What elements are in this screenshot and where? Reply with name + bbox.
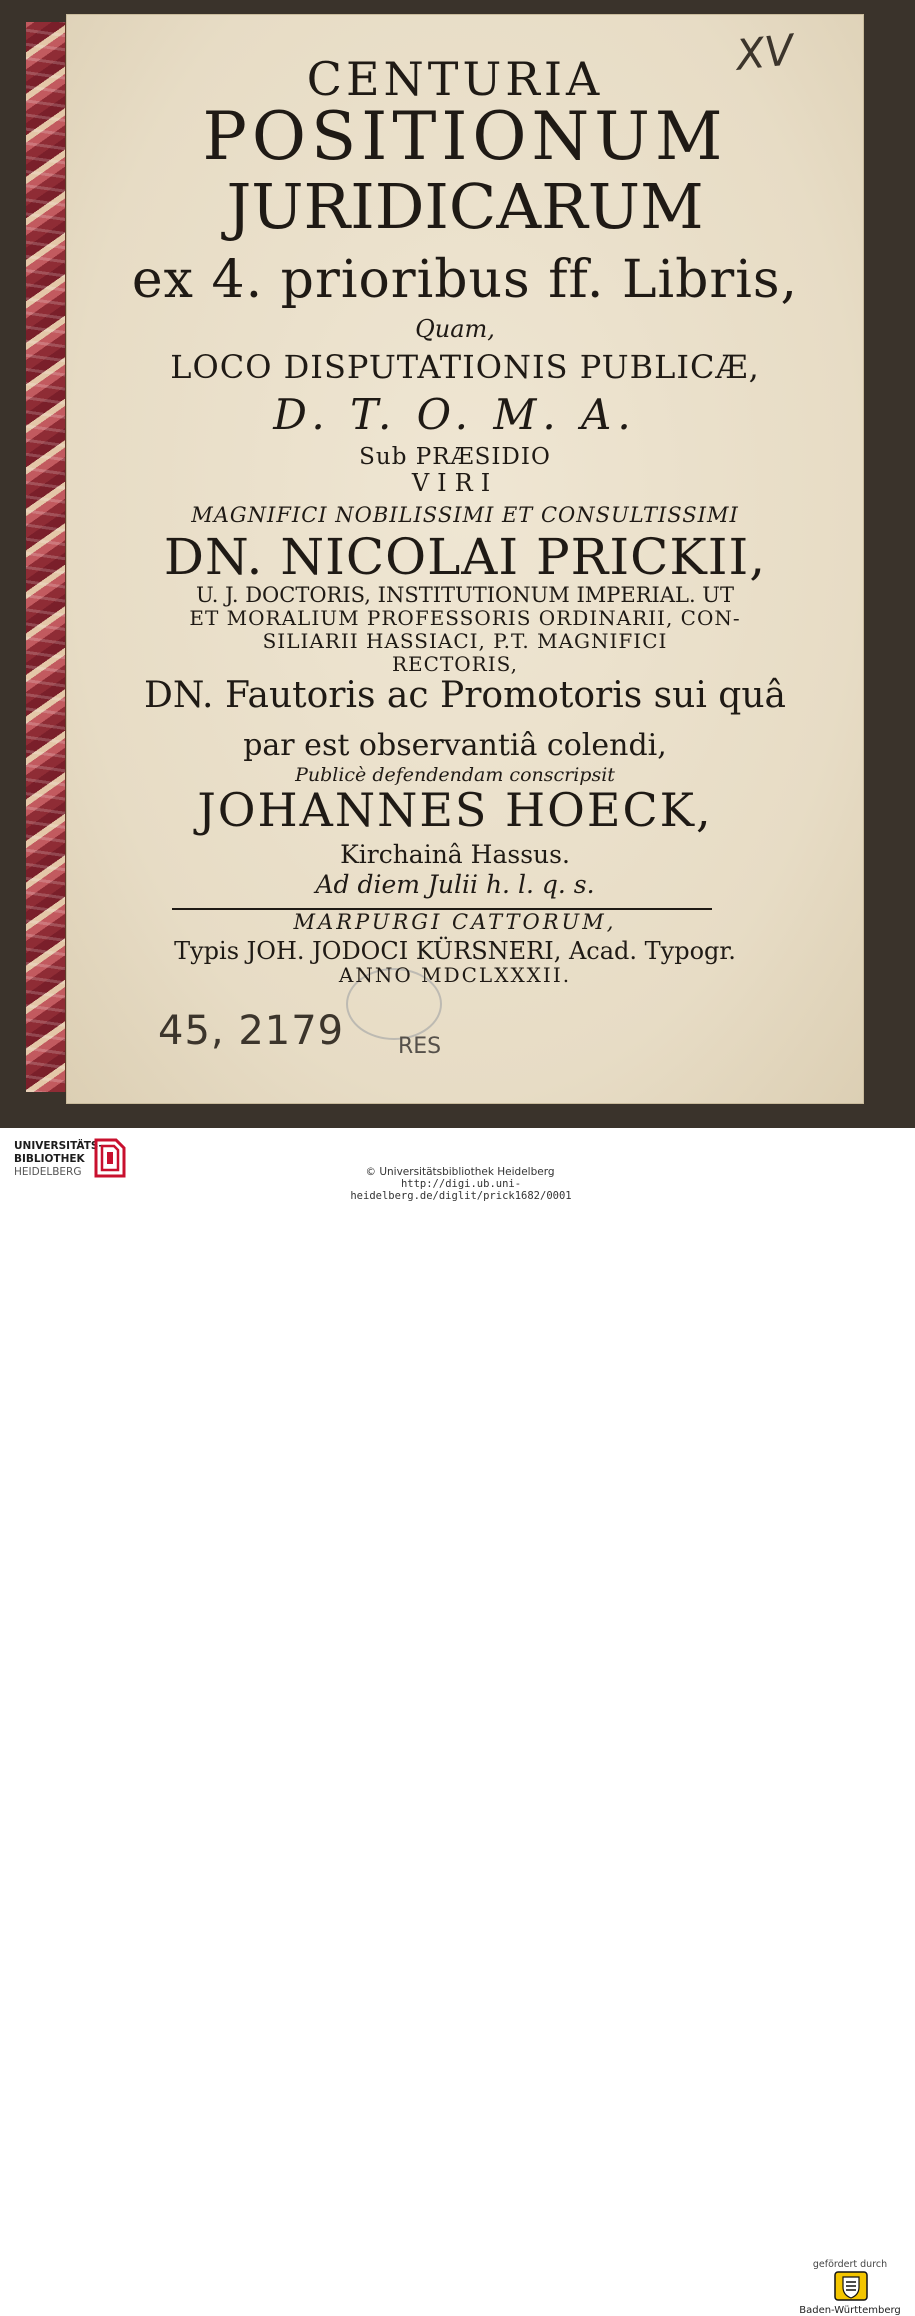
- sponsor-label: gefördert durch: [812, 2259, 888, 2270]
- text-imprint-year: ANNO MDCLXXXII.: [338, 963, 572, 987]
- handwritten-call-number: 45, 2179: [158, 1008, 345, 1054]
- title-line-ex-libris: ex 4. prioribus ff. Libris,: [131, 250, 799, 310]
- text-publice: Publicè defendendam conscripsit: [295, 764, 615, 786]
- handwritten-mark-top-right: XV: [733, 25, 796, 80]
- text-titles-4: RECTORIS,: [391, 652, 518, 676]
- text-date: Ad diem Julii h. l. q. s.: [315, 870, 595, 899]
- title-line-centuria: CENTURIA: [306, 52, 604, 106]
- title-line-positionum: POSITIONUM: [202, 98, 728, 175]
- library-name-line1: UNIVERSITÄTS-: [14, 1140, 103, 1152]
- library-logo-icon[interactable]: [94, 1136, 126, 1180]
- text-titles-1: U. J. DOCTORIS, INSTITUTIONUM IMPERIAL. UT: [195, 583, 735, 607]
- text-praeses-name: DN. NICOLAI PRICKII,: [163, 528, 767, 586]
- text-fautoris: DN. Fautoris ac Promotoris sui quâ: [144, 675, 786, 716]
- text-imprint-printer: Typis JOH. JODOCI KÜRSNERI, Acad. Typogr.: [174, 937, 736, 965]
- library-name-line2: BIBLIOTHEK: [14, 1153, 85, 1165]
- text-sub-praesidio: Sub PRÆSIDIO: [359, 444, 551, 470]
- permalink-url[interactable]: http://digi.ub.uni-heidelberg.de/diglit/prick1682/0001: [350, 1178, 572, 1202]
- library-name-line3: HEIDELBERG: [14, 1166, 82, 1178]
- scan-image: [0, 0, 915, 1128]
- text-loco-disputationis: LOCO DISPUTATIONIS PUBLICÆ,: [170, 348, 760, 386]
- baden-wuerttemberg-logo-icon[interactable]: [834, 2271, 868, 2301]
- text-author-origin: Kirchainâ Hassus.: [340, 840, 570, 869]
- text-par-est: par est observantiâ colendi,: [243, 728, 667, 763]
- sponsor-name: Baden-Württemberg: [799, 2305, 901, 2316]
- copyright-notice: © Universitätsbibliothek Heidelberg: [365, 1166, 555, 1178]
- text-viri: VIRI: [411, 469, 499, 497]
- handwritten-res: RES: [398, 1034, 442, 1059]
- text-titles-2: ET MORALIUM PROFESSORIS ORDINARII, CON-: [189, 606, 741, 630]
- title-line-juridicarum: JURIDICARUM: [226, 170, 704, 243]
- text-dtoma: D. T. O. M. A.: [273, 390, 637, 439]
- text-magnifici: MAGNIFICI NOBILISSIMI ET CONSULTISSIMI: [191, 503, 739, 527]
- text-titles-3: SILIARII HASSIACI, P.T. MAGNIFICI: [262, 629, 668, 653]
- text-imprint-place: MARPURGI CATTORUM,: [293, 910, 617, 934]
- library-logo-text[interactable]: [14, 1140, 103, 1179]
- text-author-name: JOHANNES HOECK,: [197, 783, 713, 837]
- text-quam: Quam,: [415, 315, 495, 343]
